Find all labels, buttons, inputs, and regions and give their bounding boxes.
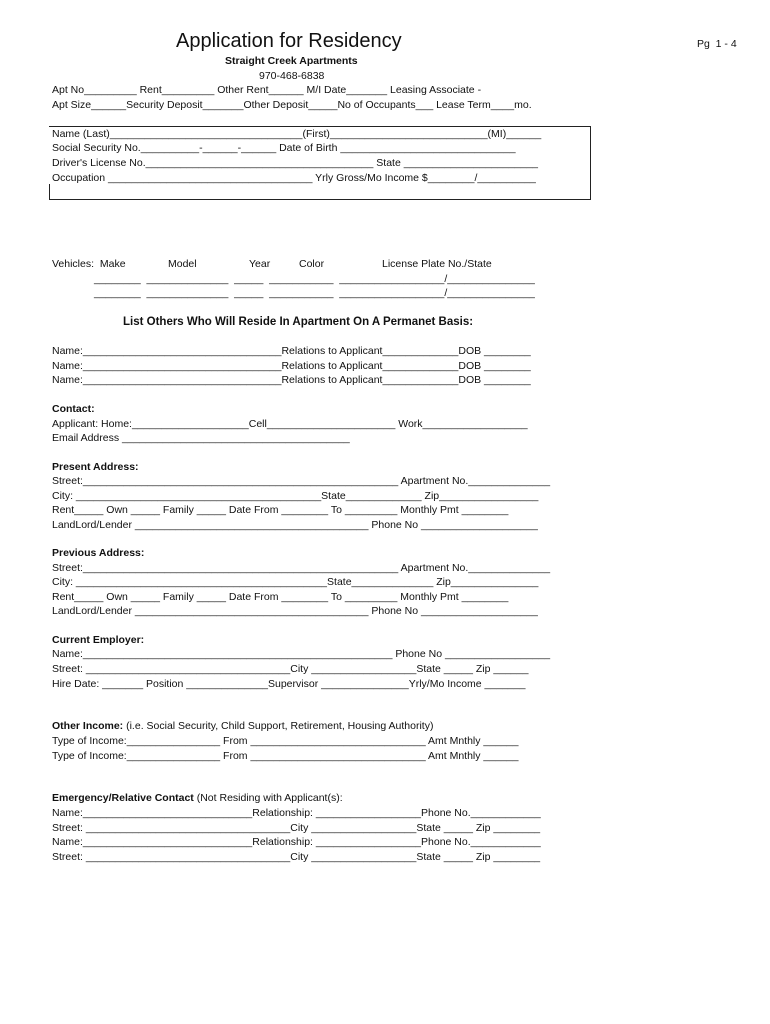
vehicles-plate-label: License Plate No./State (382, 258, 492, 270)
employer-name-line: Name:_____________________________________________________ Phone No __________________ (52, 648, 551, 660)
applicant-ssn-line: Social Security No.__________-______-______ Date of Birth ______________________________ (52, 142, 516, 154)
others-heading: List Others Who Will Reside In Apartment On A Permanet Basis: (123, 316, 474, 328)
company-name: Straight Creek Apartments (225, 55, 358, 67)
apt-info-line: Apt No_________ Rent_________ Other Rent______ M/I Date_______ Leasing Associate - (52, 84, 482, 96)
emergency-heading-bold: Emergency/Relative Contact (52, 792, 194, 804)
present-city-line: City: __________________________________________State_____________ Zip_________________ (52, 490, 539, 502)
applicant-license-line: Driver's License No._______________________________________ State _______________________ (52, 157, 539, 169)
vehicles-color-label: Color (299, 258, 325, 270)
emergency-heading (52, 792, 343, 805)
income-type-line: Type of Income:________________ From ______________________________ Amt Mnthly ______ (52, 750, 519, 762)
other-income-heading-bold: Other Income: (52, 720, 124, 732)
previous-rent-line: Rent_____ Own _____ Family _____ Date From ________ To _________ Monthly Pmt ________ (52, 591, 509, 603)
emergency-name-line: Name:_____________________________Relationship: __________________Phone No.____________ (52, 807, 541, 819)
contact-email-line: Email Address _______________________________________ (52, 432, 350, 444)
apt-size-line: Apt Size______Security Deposit_______Other Deposit_____No of Occupants___ Lease Term____mo. (52, 99, 532, 111)
vehicles-year-label: Year (249, 258, 271, 270)
vehicles-model-label: Model (168, 258, 197, 270)
other-income-heading-note: (i.e. Social Security, Child Support, Retirement, Housing Authority) (123, 720, 434, 732)
present-rent-line: Rent_____ Own _____ Family _____ Date From ________ To _________ Monthly Pmt ________ (52, 504, 509, 516)
employer-hire-line: Hire Date: _______ Position ______________Supervisor _______________Yrly/Mo Income _______ (52, 678, 526, 690)
previous-street-line: Street:______________________________________________________ Apartment No.______________ (52, 562, 551, 574)
applicant-name-line: Name (Last)_________________________________(First)___________________________(MI)______ (52, 128, 542, 140)
other-income-heading (52, 720, 433, 733)
page-title: Application for Residency (176, 30, 402, 52)
company-phone: 970-468-6838 (259, 70, 325, 82)
other-resident-line: Name:__________________________________Relations to Applicant_____________DOB ________ (52, 374, 531, 386)
other-resident-line: Name:__________________________________Relations to Applicant_____________DOB ________ (52, 360, 531, 372)
other-resident-line: Name:__________________________________Relations to Applicant_____________DOB ________ (52, 345, 531, 357)
applicant-occupation-line: Occupation ___________________________________ Yrly Gross/Mo Income $________/__________ (52, 172, 536, 184)
emergency-street-line: Street: ___________________________________City __________________State _____ Zip ________ (52, 851, 541, 863)
emergency-heading-note: (Not Residing with Applicant(s): (193, 792, 343, 804)
vehicle-row: ________ ______________ _____ ___________ __________________/_______________ (94, 287, 535, 299)
emergency-name-line: Name:_____________________________Relationship: __________________Phone No.____________ (52, 836, 541, 848)
contact-phones-line: Applicant: Home:____________________Cell______________________ Work__________________ (52, 418, 528, 430)
employer-street-line: Street: ___________________________________City __________________State _____ Zip ______ (52, 663, 529, 675)
previous-city-line: City: ___________________________________________State______________ Zip_______________ (52, 576, 539, 588)
present-landlord-line: LandLord/Lender ________________________________________ Phone No ____________________ (52, 519, 538, 531)
previous-landlord-line: LandLord/Lender ________________________________________ Phone No ____________________ (52, 605, 538, 617)
page-number: Pg 1 - 4 (697, 38, 737, 50)
employer-heading: Current Employer: (52, 634, 145, 646)
previous-address-heading: Previous Address: (52, 547, 145, 559)
vehicles-label: Vehicles: Make (52, 258, 126, 270)
present-address-heading: Present Address: (52, 461, 139, 473)
present-street-line: Street:______________________________________________________ Apartment No.______________ (52, 475, 551, 487)
emergency-street-line: Street: ___________________________________City __________________State _____ Zip ________ (52, 822, 541, 834)
income-type-line: Type of Income:________________ From ______________________________ Amt Mnthly ______ (52, 735, 519, 747)
contact-heading: Contact: (52, 403, 95, 415)
applicant-box-edge (49, 184, 50, 200)
vehicle-row: ________ ______________ _____ ___________ __________________/_______________ (94, 273, 535, 285)
